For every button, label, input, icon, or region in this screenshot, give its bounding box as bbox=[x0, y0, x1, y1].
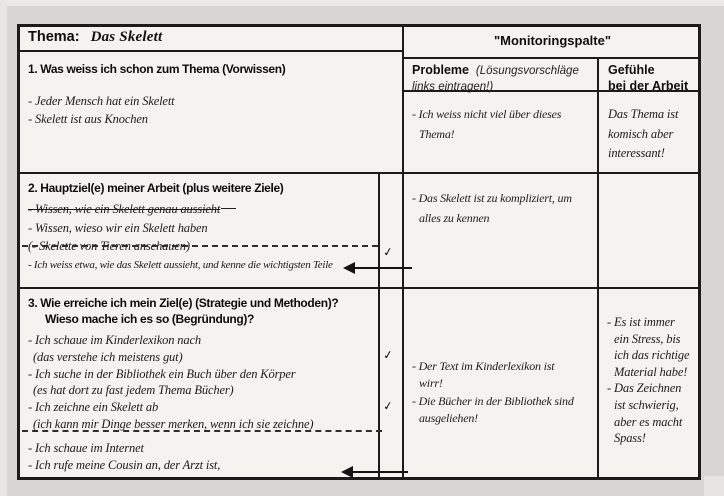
probleme-entry-line: alles zu kennen bbox=[419, 210, 490, 225]
thema-value: Das Skelett bbox=[90, 28, 163, 45]
checkmark-icon: ✓ bbox=[382, 347, 394, 363]
probleme-entry-line: - Das Skelett ist zu kompliziert, um bbox=[412, 191, 572, 205]
monitoring-title-cell bbox=[404, 24, 701, 57]
section2-title: 2. Hauptziel(e) meiner Arbeit (plus weitere Ziele) bbox=[28, 181, 284, 195]
grid-line-check-column bbox=[378, 172, 380, 480]
section2-left-cell bbox=[17, 174, 378, 287]
checkmark-icon: ✓ bbox=[382, 244, 394, 260]
dashed-separator bbox=[22, 430, 382, 432]
gefuehle-entry-line: interessant! bbox=[608, 146, 665, 160]
probleme-header-cell bbox=[404, 59, 597, 93]
gefuehle-header-line2: bei der Arbeit bbox=[608, 79, 689, 93]
probleme-entry-line: ausgeliehen! bbox=[419, 410, 478, 425]
section2-goal: (- Skelette von Tieren anschauen) bbox=[28, 239, 190, 253]
gefuehle-entry-line: aber es macht bbox=[614, 414, 683, 429]
section3-item-note: (das verstehe ich meistens gut) bbox=[33, 349, 183, 364]
section3-item: - Ich schaue im Internet bbox=[28, 440, 144, 455]
section3-item: - Ich rufe meine Cousin an, der Arzt ist, bbox=[28, 457, 221, 472]
probleme-header-note-line2: links eintragen!) bbox=[412, 81, 494, 93]
gefuehle-entry-line: Spass! bbox=[614, 431, 646, 446]
section3-gefuehle-cell bbox=[599, 289, 701, 480]
scan-edge-corner bbox=[704, 476, 724, 496]
section3-left-cell bbox=[17, 289, 378, 480]
section1-item: - Jeder Mensch hat ein Skelett bbox=[28, 94, 175, 108]
thema-header-cell bbox=[17, 24, 402, 50]
section3-item-note: (ich kann mir Dinge besser merken, wenn ich sie zeichne) bbox=[33, 416, 314, 431]
probleme-entry-line: - Der Text im Kinderlexikon ist bbox=[412, 359, 555, 373]
section1-title: 1. Was weiss ich schon zum Thema (Vorwissen) bbox=[28, 62, 286, 76]
gefuehle-entry-line: ein Stress, bis bbox=[614, 331, 681, 346]
section2-goal-revised: - Ich weiss etwa, wie das Skelett aussieht, und kenne die wichtigsten Teile bbox=[28, 258, 333, 271]
gefuehle-entry-line: ist schwierig, bbox=[614, 397, 679, 412]
left-arrow-shaft bbox=[352, 471, 408, 473]
gefuehle-entry-line: komisch aber bbox=[608, 126, 674, 141]
gefuehle-entry-line: - Das Zeichnen bbox=[607, 381, 682, 396]
probleme-entry-line: - Ich weiss nicht viel über dieses bbox=[412, 107, 562, 121]
probleme-header-note-line1: (Lösungsvorschläge bbox=[475, 65, 579, 77]
checkmark-icon: ✓ bbox=[382, 398, 394, 414]
section1-left-cell bbox=[17, 52, 378, 172]
section1-probleme-cell bbox=[404, 92, 597, 172]
gefuehle-entry-line: - Es ist immer bbox=[607, 315, 675, 329]
gefuehle-entry-line: Das Thema ist bbox=[608, 107, 679, 121]
section2-probleme-cell bbox=[404, 174, 597, 287]
probleme-entry-line: wirr! bbox=[419, 376, 443, 391]
gefuehle-entry-line: ich das richtige bbox=[614, 348, 690, 363]
section3-probleme-cell bbox=[404, 289, 597, 480]
gefuehle-entry-line: Material habe! bbox=[614, 364, 688, 379]
scan-edge-top bbox=[0, 0, 724, 6]
section3-item: - Ich schaue im Kinderlexikon nach bbox=[28, 333, 201, 347]
section3-item: - Ich suche in der Bibliothek ein Buch über den Körper bbox=[28, 366, 296, 381]
section1-item: - Skelett ist aus Knochen bbox=[28, 112, 148, 126]
section3-item: - Ich zeichne ein Skelett ab bbox=[28, 400, 159, 415]
thema-label: Thema: bbox=[28, 29, 80, 45]
monitoring-title: "Monitoringspalte" bbox=[493, 33, 612, 48]
section2-goal-struck: - Wissen, wie ein Skelett genau aussieht bbox=[28, 200, 378, 219]
gefuehle-header-line1: Gefühle bbox=[608, 63, 655, 77]
section1-gefuehle-cell bbox=[599, 92, 701, 172]
section3-title-line2: Wieso mache ich es so (Begründung)? bbox=[45, 312, 255, 326]
scan-edge-left bbox=[0, 0, 7, 496]
probleme-header-label: Probleme bbox=[412, 63, 469, 77]
dashed-separator bbox=[22, 245, 378, 247]
probleme-entry-line: - Die Bücher in der Bibliothek sind bbox=[412, 393, 574, 408]
section3-title-line1: 3. Wie erreiche ich mein Ziel(e) (Strategie und Methoden)? bbox=[28, 296, 339, 310]
section3-item-note: (es hat dort zu fast jedem Thema Bücher) bbox=[33, 383, 234, 398]
probleme-entry-line: Thema! bbox=[419, 126, 455, 141]
left-arrow-shaft bbox=[354, 267, 412, 269]
section2-gefuehle-cell bbox=[599, 174, 701, 287]
gefuehle-header-cell bbox=[599, 59, 701, 93]
section2-goal: - Wissen, wieso wir ein Skelett haben bbox=[28, 220, 208, 235]
